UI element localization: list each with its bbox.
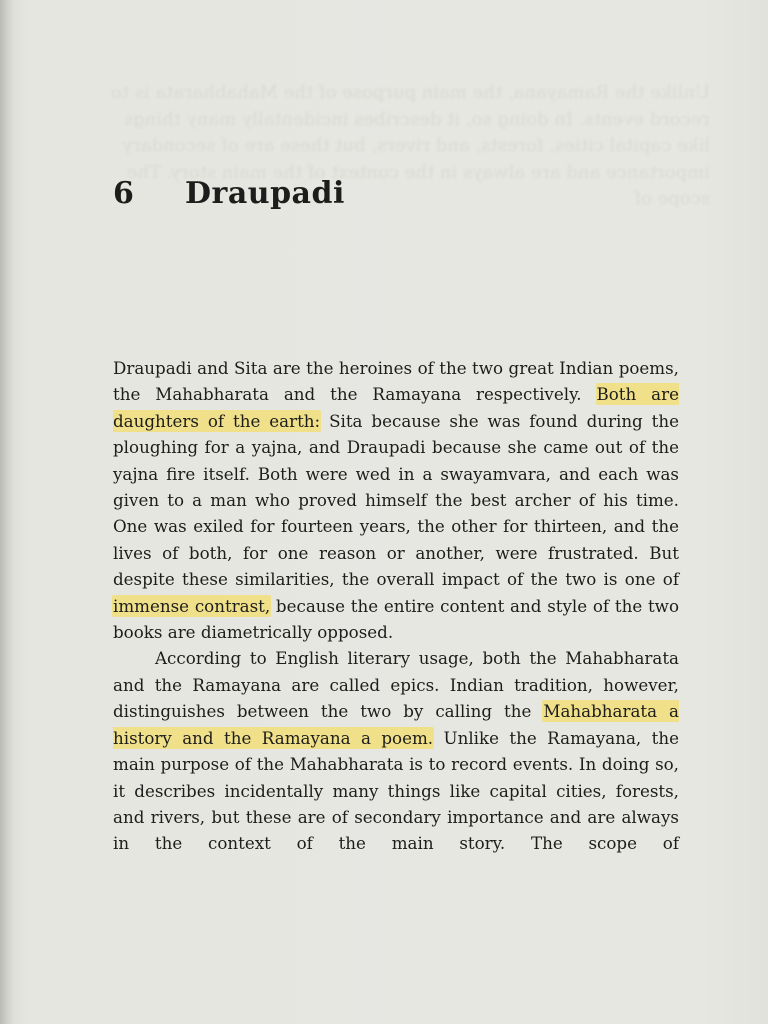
paragraph-1-text-c: because the entire content and style of the two books are diametrically opposed.	[113, 595, 680, 643]
show-through-text: Unlike the Ramayana, the main purpose of the Mahabharata is to record events. In doing so, it describes incidentally many things like capital cities, forests, and rivers, but these are of secondary importance and are always in the context of the main story. The scope of	[110, 82, 710, 209]
paragraph-2-text-a: According to English literary usage, both the Mahabharata and the Ramayana are called epics. Indian tradition, however, distinguishes between the two by calling the	[113, 648, 679, 722]
chapter-title: Draupadi	[185, 176, 345, 211]
highlight-immense-contrast: immense contrast,	[113, 595, 271, 616]
chapter-body	[113, 355, 679, 857]
chapter-heading	[113, 176, 345, 211]
paragraph-1	[113, 355, 679, 645]
page-binding-shadow	[0, 0, 14, 1024]
highlight-daughters-of-earth: Both are daughters of the earth:	[113, 384, 679, 431]
chapter-number: 6	[113, 176, 135, 211]
paragraph-2	[113, 645, 679, 856]
paragraph-2-text-b: Unlike the Ramayana, the main purpose of the Mahabharata is to record events. In doing so, it describes incidentally many things like capital cities, forests, and rivers, but these are of secondary importance and are always in the context of the main story. The scope of	[113, 727, 679, 854]
paragraph-1-text-b: Sita because she was found during the ploughing for a yajna, and Draupadi because she came out of the yajna fire itself. Both were wed in a swayamvara, and each was given to a man who proved himself the best archer of his time. One was exiled for fourteen years, the other for thirteen, and the lives of both, for one reason or another, were frustrated. But despite these similarities, the overall impact of the two is one of	[113, 410, 680, 590]
highlight-history-and-poem: Mahabharata a history and the Ramayana a poem.	[113, 701, 679, 748]
paragraph-1-text-a: Draupadi and Sita are the heroines of the two great Indian poems, the Mahabharata and the Ramayana respectively.	[113, 358, 679, 405]
